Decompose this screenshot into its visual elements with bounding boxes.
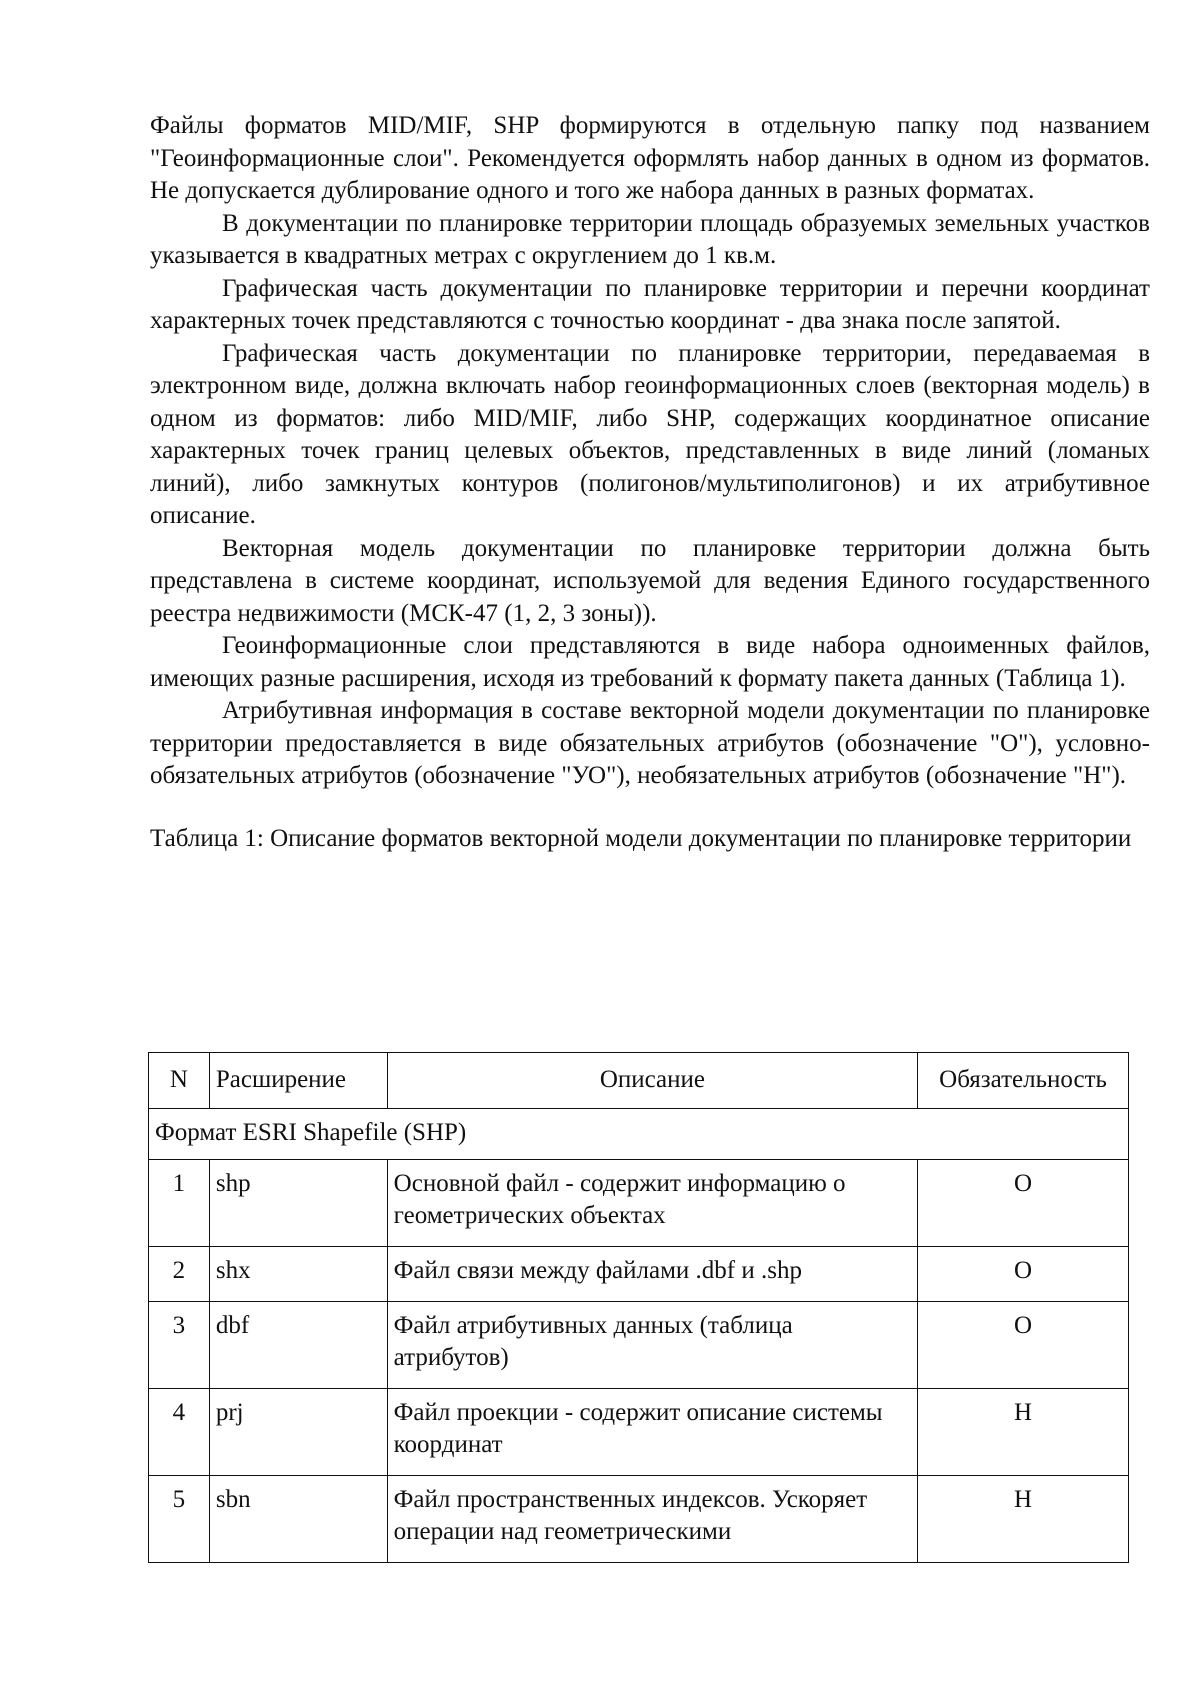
paragraph-2: В документации по планировке территории площадь образуемых земельных участков указывается в квадратных метрах с округлением до 1 кв.м.: [150, 209, 1150, 269]
paragraph-5: Векторная модель документации по планировке территории должна быть представлена в системе координат, используемой для ведения Единого государственного реестра недвижимости (МСК-47 (1, 2, 3 зоны)).: [150, 534, 1150, 627]
paragraph-7: Атрибутивная информация в составе векторной модели документации по планировке территории предоставляется в виде обязательных атрибутов (обозначение "О"), условно-обязательных атрибутов (обозначение "УО"), необязательных атрибутов (обозначение "Н").: [150, 697, 1150, 789]
paragraph-6: Геоинформационные слои представляются в виде набора одноименных файлов, имеющих разные расширения, исходя из требований к формату пакета данных (Таблица 1).: [150, 632, 1150, 692]
cell-obligation: О: [918, 1302, 1129, 1389]
cell-extension: sbn: [209, 1476, 387, 1563]
header-obligation: Обязательность: [918, 1053, 1129, 1109]
table-row: [149, 1247, 1129, 1302]
table-header-row: [149, 1053, 1129, 1109]
header-n: N: [149, 1053, 210, 1109]
table-row: [149, 1476, 1129, 1563]
cell-description: Файл атрибутивных данных (таблица атрибутов): [387, 1302, 917, 1389]
cell-description: Файл проекции - содержит описание системы координат: [387, 1389, 917, 1476]
cell-n: 5: [149, 1476, 210, 1563]
cell-obligation: О: [918, 1160, 1129, 1247]
cell-extension: shx: [209, 1247, 387, 1302]
cell-n: 1: [149, 1160, 210, 1247]
table-row: [149, 1389, 1129, 1476]
formats-table: [148, 1052, 1129, 1563]
cell-obligation: Н: [918, 1389, 1129, 1476]
cell-n: 4: [149, 1389, 210, 1476]
document-page: [150, 110, 1150, 855]
cell-extension: dbf: [209, 1302, 387, 1389]
table-group-row: [149, 1109, 1129, 1160]
table-row: [149, 1160, 1129, 1247]
cell-n: 3: [149, 1302, 210, 1389]
table-row: [149, 1302, 1129, 1389]
group-title: Формат ESRI Shapefile (SHP): [149, 1109, 1129, 1160]
header-description: Описание: [387, 1053, 917, 1109]
cell-description: Файл связи между файлами .dbf и .shp: [387, 1247, 917, 1302]
cell-extension: shp: [209, 1160, 387, 1247]
cell-n: 2: [149, 1247, 210, 1302]
header-extension: Расширение: [209, 1053, 387, 1109]
cell-description: Основной файл - содержит информацию о геометрических объектах: [387, 1160, 917, 1247]
paragraph-4: Графическая часть документации по планировке территории, передаваемая в электронном виде, должна включать набор геоинформационных слоев (векторная модель) в одном из форматов: либо MID/MIF, либо SHP, содержащих координатное описание характерных точек границ целевых объектов, представленных в виде линий (ломаных линий), либо замкнутых контуров (полигонов/мультиполигонов) и их атрибутивное описание.: [150, 339, 1150, 529]
cell-description: Файл пространственных индексов. Ускоряет операции над геометрическими: [387, 1476, 917, 1563]
cell-obligation: О: [918, 1247, 1129, 1302]
cell-obligation: Н: [918, 1476, 1129, 1563]
paragraph-3: Графическая часть документации по планировке территории и перечни координат характерных точек представляются с точностью координат - два знака после запятой.: [150, 274, 1150, 334]
cell-extension: prj: [209, 1389, 387, 1476]
table-caption: Таблица 1: Описание форматов векторной модели документации по планировке территории: [150, 824, 1132, 852]
paragraph-1: Файлы форматов MID/MIF, SHP формируются в отдельную папку под названием "Геоинформационные слои". Рекомендуется оформлять набор данных в одном из форматов. Не допускается дублирование одного и того же набора данных в разных форматах.: [150, 112, 1150, 204]
